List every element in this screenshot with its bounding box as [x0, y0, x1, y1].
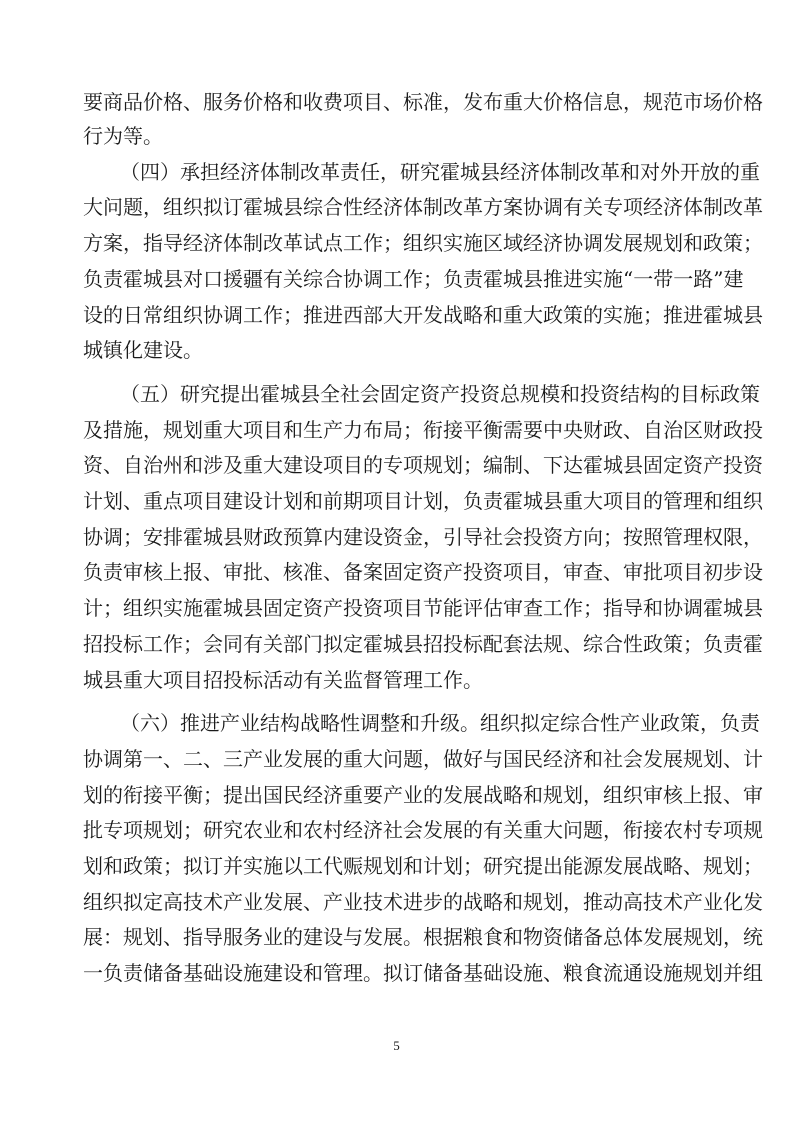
text-line: 批专项规划；研究农业和农村经济社会发展的有关重大问题，衔接农村专项规 [83, 818, 763, 842]
text-line: 城县重大项目招投标活动有关监督管理工作。 [83, 668, 483, 692]
paragraph-six-first-line: （六）推进产业结构战略性调整和升级。组织拟定综合性产业政策，负责 [120, 711, 760, 735]
text-line: 城镇化建设。 [83, 338, 203, 362]
text-line: 划的衔接平衡；提出国民经济重要产业的发展战略和规划，组织审核上报、审 [83, 783, 763, 807]
text-line: 要商品价格、服务价格和收费项目、标准，发布重大价格信息，规范市场价格 [83, 90, 763, 114]
text-line: 招投标工作；会同有关部门拟定霍城县招投标配套法规、综合性政策；负责霍 [83, 632, 763, 656]
text-line: 设的日常组织协调工作；推进西部大开发战略和重大政策的实施；推进霍城县 [83, 303, 763, 327]
text-line: 协调第一、二、三产业发展的重大问题，做好与国民经济和社会发展规划、计 [83, 747, 763, 771]
text-line: 及措施，规划重大项目和生产力布局；衔接平衡需要中央财政、自治区财政投 [83, 418, 763, 442]
paragraph-four-first-line: （四）承担经济体制改革责任，研究霍城县经济体制改革和对外开放的重 [120, 160, 760, 184]
text-line: 方案，指导经济体制改革试点工作；组织实施区域经济协调发展规划和政策； [83, 231, 763, 255]
text-line: 行为等。 [83, 124, 163, 148]
paragraph-five-first-line: （五）研究提出霍城县全社会固定资产投资总规模和投资结构的目标政策 [120, 382, 760, 406]
text-line: 计划、重点项目建设计划和前期项目计划，负责霍城县重大项目的管理和组织 [83, 489, 763, 513]
text-line: 协调；安排霍城县财政预算内建设资金，引导社会投资方向；按照管理权限， [83, 525, 763, 549]
text-line: 一负责储备基础设施建设和管理。拟订储备基础设施、粮食流通设施规划并组 [83, 961, 763, 985]
text-line: 计；组织实施霍城县固定资产投资项目节能评估审查工作；指导和协调霍城县 [83, 596, 763, 620]
text-line: 负责霍城县对口援疆有关综合协调工作；负责霍城县推进实施“一带一路”建 [83, 267, 744, 291]
page-number: 5 [393, 1038, 400, 1053]
text-line: 划和政策；拟订并实施以工代赈规划和计划；研究提出能源发展战略、规划； [83, 854, 763, 878]
text-line: 展：规划、指导服务业的建设与发展。根据粮食和物资储备总体发展规划，统 [83, 925, 763, 949]
text-line: 大问题，组织拟订霍城县综合性经济体制改革方案协调有关专项经济体制改革 [83, 195, 763, 219]
text-line: 组织拟定高技术产业发展、产业技术进步的战略和规划，推动高技术产业化发 [83, 890, 763, 914]
text-line: 负责审核上报、审批、核准、备案固定资产投资项目，审查、审批项目初步设 [83, 560, 763, 584]
text-line: 资、自治州和涉及重大建设项目的专项规划；编制、下达霍城县固定资产投资 [83, 453, 763, 477]
